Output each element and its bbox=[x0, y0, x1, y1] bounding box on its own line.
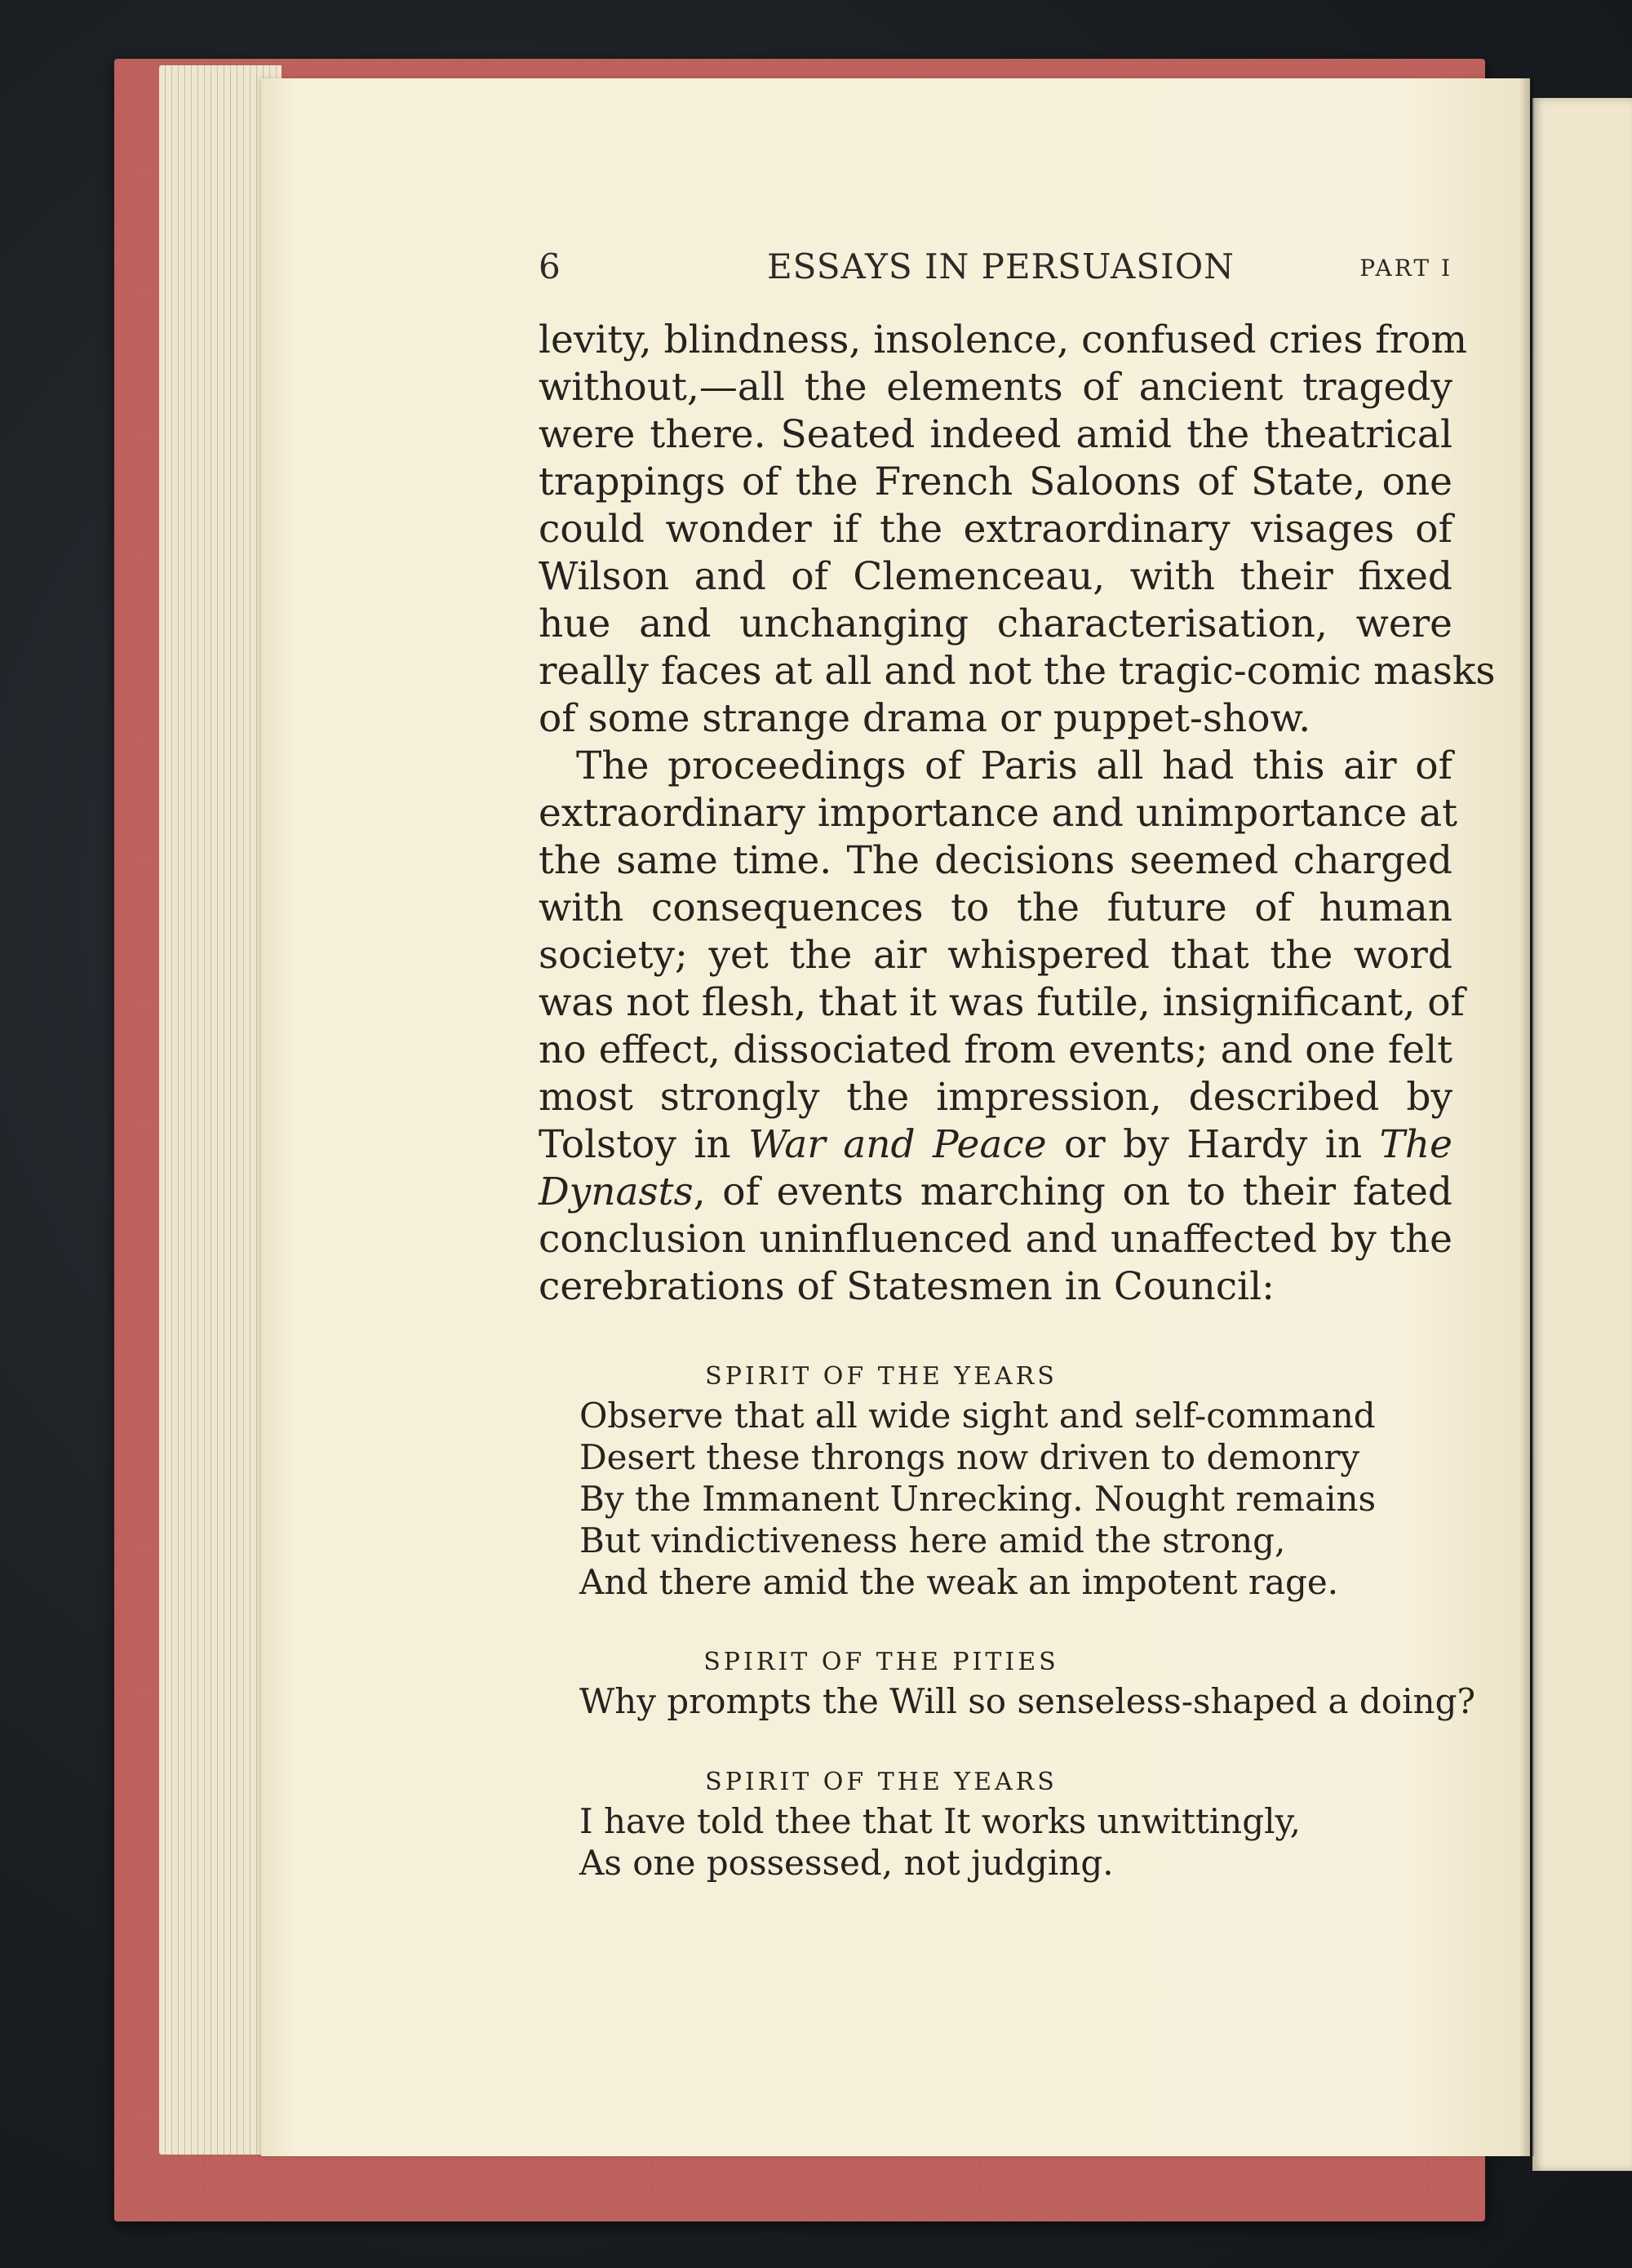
text-line: was not flesh, that it was futile, insignificant, of bbox=[539, 980, 1465, 1025]
verse-line: Observe that all wide sight and self-command bbox=[579, 1396, 1376, 1436]
verse-line: And there amid the weak an impotent rage. bbox=[579, 1562, 1339, 1602]
text-line: trappings of the French Saloons of State, one bbox=[539, 459, 1452, 504]
text-line: really faces at all and not the tragic-comic masks bbox=[539, 649, 1496, 694]
text-line: without,—all the elements of ancient tragedy bbox=[539, 365, 1452, 410]
verse-block bbox=[579, 1359, 1444, 1603]
verse-line: Desert these throngs now driven to demonry bbox=[579, 1437, 1360, 1477]
text-line: The proceedings of Paris all had this air of bbox=[576, 743, 1452, 788]
body-text bbox=[539, 317, 1496, 1311]
text-run: or by Hardy in bbox=[1046, 1122, 1380, 1167]
page-number: 6 bbox=[539, 246, 561, 286]
speaker-label: SPIRIT OF THE PITIES bbox=[703, 1648, 1059, 1676]
text-line: cerebrations of Statesmen in Council: bbox=[539, 1264, 1275, 1309]
italic-title: War and Peace bbox=[748, 1122, 1047, 1167]
gutter-shadow bbox=[1519, 78, 1534, 2156]
italic-title: The bbox=[1379, 1122, 1452, 1167]
verse-block bbox=[579, 1764, 1444, 1884]
text-line: of some strange drama or puppet-show. bbox=[539, 696, 1311, 741]
part-label: PART I bbox=[1359, 255, 1452, 282]
speaker-label: SPIRIT OF THE YEARS bbox=[705, 1362, 1058, 1391]
verse-line: By the Immanent Unrecking. Nought remains bbox=[579, 1479, 1377, 1519]
text-line: conclusion uninfluenced and unaffected by the bbox=[539, 1217, 1452, 1262]
text-line bbox=[539, 1121, 1452, 1169]
text-line: were there. Seated indeed amid the theatrical bbox=[539, 412, 1452, 457]
text-line: levity, blindness, insolence, confused cries from bbox=[539, 317, 1468, 362]
text-line: no effect, dissociated from events; and one felt bbox=[539, 1027, 1452, 1072]
text-run: , of events marching on to their fated bbox=[693, 1170, 1452, 1214]
text-run: Tolstoy in bbox=[539, 1122, 749, 1167]
verse-line: Why prompts the Will so senseless-shaped a doing? bbox=[579, 1681, 1475, 1721]
text-line: Wilson and of Clemenceau, with their fixed bbox=[539, 554, 1452, 599]
text-line: extraordinary importance and unimportance at bbox=[539, 791, 1458, 836]
text-line: could wonder if the extraordinary visages of bbox=[539, 507, 1452, 552]
verse-line: But vindictiveness here amid the strong, bbox=[579, 1520, 1286, 1560]
book-title: ESSAYS IN PERSUASION bbox=[767, 246, 1235, 286]
text-line: society; yet the air whispered that the word bbox=[539, 933, 1452, 978]
text-line bbox=[539, 1169, 1452, 1216]
text-line: most strongly the impression, described by bbox=[539, 1075, 1452, 1120]
running-head bbox=[539, 246, 1452, 295]
text-line: with consequences to the future of human bbox=[539, 885, 1452, 930]
italic-title: Dynasts bbox=[539, 1170, 694, 1214]
verse-line: As one possessed, not judging. bbox=[579, 1843, 1114, 1883]
verse-line: I have told thee that It works unwittingly, bbox=[579, 1801, 1302, 1841]
speaker-label: SPIRIT OF THE YEARS bbox=[705, 1768, 1058, 1796]
text-line: the same time. The decisions seemed charged bbox=[539, 838, 1452, 883]
text-line: hue and unchanging characterisation, were bbox=[539, 601, 1452, 646]
verse-block bbox=[579, 1644, 1475, 1722]
facing-page bbox=[1532, 98, 1632, 2171]
